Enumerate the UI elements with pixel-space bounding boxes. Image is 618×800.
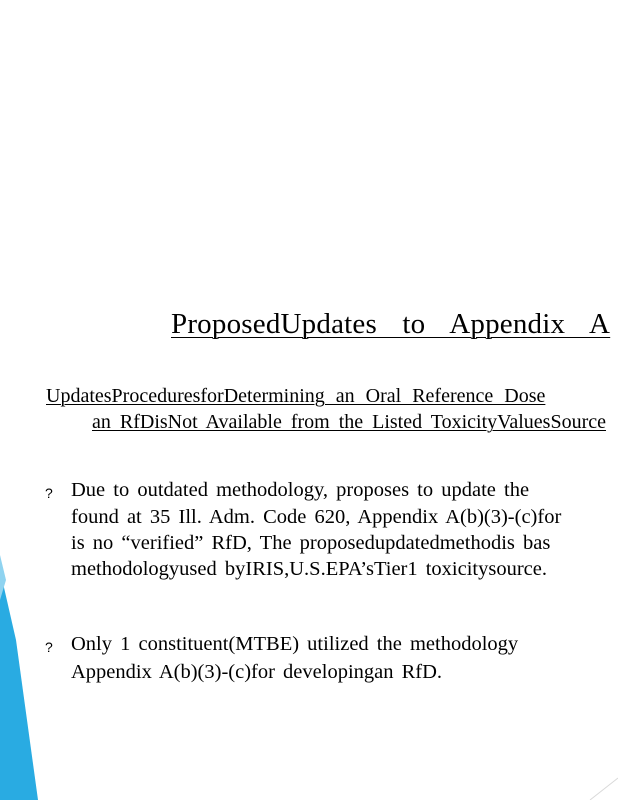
bullet-1-line-2: found at 35 Ill. Adm. Code 620, Appendix A(b)(3)-(c)for bbox=[71, 506, 562, 528]
bullet-1-line-4: methodologyused byIRIS,U.S.EPA’sTier1 toxicitysource. bbox=[71, 558, 547, 580]
bullet-1-line-3: is no “verified” RfD, The proposedupdatedmethodis bas bbox=[71, 532, 551, 554]
bullet-marker-2: ? bbox=[45, 639, 53, 655]
bullet-1-line-1: Due to outdated methodology, proposes to update the bbox=[71, 479, 530, 501]
bullet-2-line-2: Appendix A(b)(3)-(c)for developingan RfD. bbox=[71, 661, 443, 683]
slide-title: ProposedUpdates to Appendix A bbox=[171, 308, 611, 340]
subtitle-line-2: an RfDisNot Available from the Listed ToxicityValuesSource bbox=[92, 411, 606, 433]
bullet-2-line-1: Only 1 constituent(MTBE) utilized the methodology bbox=[71, 633, 519, 655]
subtitle-line-1: UpdatesProceduresforDetermining an Oral Reference Dose bbox=[46, 385, 546, 407]
bullet-marker-1: ? bbox=[45, 485, 53, 501]
